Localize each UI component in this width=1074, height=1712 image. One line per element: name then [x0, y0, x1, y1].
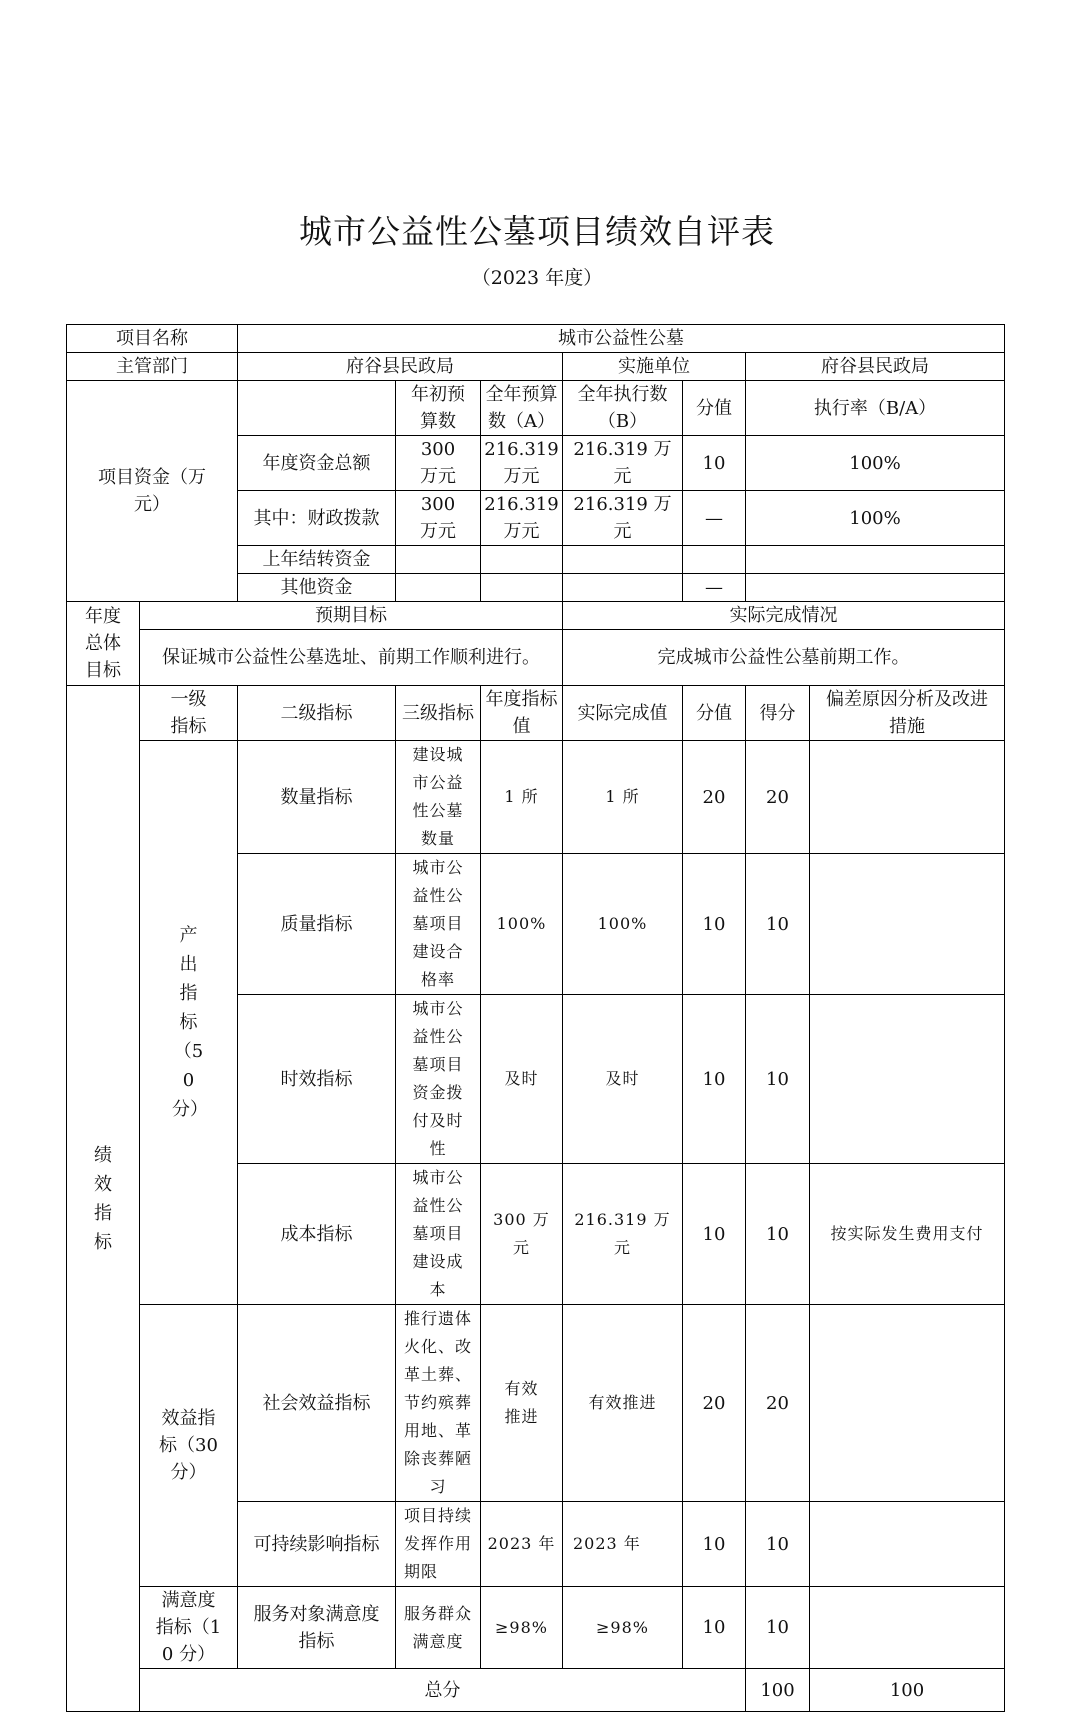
funds-header-row: [67, 381, 1005, 436]
actual-value: 216.319 万元: [563, 1164, 683, 1305]
level3: 城市公益性公墓项目建设成本: [396, 1164, 481, 1305]
funds-row-label: 上年结转资金: [238, 546, 396, 574]
actual-goal-label: 实际完成情况: [563, 602, 1005, 630]
deviation-analysis: [810, 1305, 1005, 1502]
page-title: 城市公益性公墓项目绩效自评表: [299, 212, 775, 251]
funds-row-label: 其中：财政拨款: [238, 491, 396, 546]
header-analysis: 偏差原因分析及改进措施: [810, 686, 1005, 741]
actual-value: 1 所: [563, 741, 683, 854]
level3: 城市公益性公墓项目建设合格率: [396, 854, 481, 995]
target-value: ≥98%: [481, 1587, 563, 1669]
level2: 服务对象满意度指标: [238, 1587, 396, 1669]
level2: 可持续影响指标: [238, 1502, 396, 1587]
level2: 质量指标: [238, 854, 396, 995]
indicators-label: 绩效指标: [67, 686, 140, 1712]
indicator-score: 20: [746, 1305, 810, 1502]
department-row: [67, 353, 1005, 381]
deviation-analysis: 按实际发生费用支付: [810, 1164, 1005, 1305]
funds-exec: 216.319 万元: [563, 491, 683, 546]
project-name-value: 城市公益性公墓: [238, 325, 1005, 353]
header-level1: 一级指标: [140, 686, 238, 741]
header-annual: 全年预算数（A）: [481, 381, 563, 436]
indicator-score: 10: [746, 1502, 810, 1587]
funds-initial: [396, 574, 481, 602]
level3: 服务群众满意度: [396, 1587, 481, 1669]
funds-annual: [481, 574, 563, 602]
goals-label: 年度总体目标: [67, 602, 140, 686]
indicator-score: 20: [746, 741, 810, 854]
header-level3: 三级指标: [396, 686, 481, 741]
dept-value: 府谷县民政局: [238, 353, 563, 381]
header-score: 得分: [746, 686, 810, 741]
header-initial: 年初预算数: [396, 381, 481, 436]
level3: 项目持续发挥作用期限: [396, 1502, 481, 1587]
funds-initial: 300 万元: [396, 436, 481, 491]
funds-initial: 300 万元: [396, 491, 481, 546]
funds-value: 10: [683, 436, 746, 491]
impl-label: 实施单位: [563, 353, 746, 381]
target-value: 及时: [481, 995, 563, 1164]
funds-row-label: 年度资金总额: [238, 436, 396, 491]
indicator-value: 20: [683, 1305, 746, 1502]
target-value: 2023 年: [481, 1502, 563, 1587]
indicator-row: [67, 1305, 1005, 1502]
indicator-score: 10: [746, 854, 810, 995]
level3: 建设城市公益性公墓数量: [396, 741, 481, 854]
actual-value: ≥98%: [563, 1587, 683, 1669]
total-row: [67, 1669, 1005, 1712]
header-rate: 执行率（B/A）: [746, 381, 1005, 436]
funds-exec: [563, 546, 683, 574]
funds-annual: [481, 546, 563, 574]
group-satisfaction: 满意度指标（10 分）: [140, 1587, 238, 1669]
funds-annual: 216.319 万元: [481, 491, 563, 546]
indicator-score: 10: [746, 1587, 810, 1669]
deviation-analysis: [810, 741, 1005, 854]
total-label: 总分: [140, 1669, 746, 1712]
actual-value: 有效推进: [563, 1305, 683, 1502]
funds-label: 项目资金（万元）: [67, 381, 238, 602]
level3: 城市公益性公墓项目资金拨付及时性: [396, 995, 481, 1164]
funds-value: —: [683, 491, 746, 546]
header-value: 分值: [683, 381, 746, 436]
deviation-analysis: [810, 995, 1005, 1164]
header-actual: 实际完成值: [563, 686, 683, 741]
target-value: 1 所: [481, 741, 563, 854]
level2: 成本指标: [238, 1164, 396, 1305]
page-subtitle: （2023 年度）: [471, 267, 603, 289]
funds-rate: 100%: [746, 436, 1005, 491]
indicator-row: [67, 1587, 1005, 1669]
indicator-row: [67, 741, 1005, 854]
funds-exec: 216.319 万元: [563, 436, 683, 491]
funds-value: —: [683, 574, 746, 602]
deviation-analysis: [810, 854, 1005, 995]
self-evaluation-table: [66, 324, 1005, 1712]
header-target: 年度指标值: [481, 686, 563, 741]
impl-value: 府谷县民政局: [746, 353, 1005, 381]
header-value: 分值: [683, 686, 746, 741]
target-value: 有效推进: [481, 1305, 563, 1502]
actual-goal: 完成城市公益性公墓前期工作。: [563, 630, 1005, 686]
indicator-value: 10: [683, 1164, 746, 1305]
indicator-value: 10: [683, 995, 746, 1164]
project-name-label: 项目名称: [67, 325, 238, 353]
group-output: 产出指标（50分）: [140, 741, 238, 1305]
target-value: 300 万元: [481, 1164, 563, 1305]
deviation-analysis: [810, 1587, 1005, 1669]
actual-value: 100%: [563, 854, 683, 995]
indicator-value: 10: [683, 854, 746, 995]
level2: 时效指标: [238, 995, 396, 1164]
level3: 推行遗体火化、改革土葬、节约殡葬用地、革除丧葬陋习: [396, 1305, 481, 1502]
actual-value: 2023 年: [563, 1502, 683, 1587]
total-score: 100: [810, 1669, 1005, 1712]
indicator-header-row: [67, 686, 1005, 741]
level2: 数量指标: [238, 741, 396, 854]
indicator-score: 10: [746, 995, 810, 1164]
level2: 社会效益指标: [238, 1305, 396, 1502]
indicator-score: 10: [746, 1164, 810, 1305]
expected-goal: 保证城市公益性公墓选址、前期工作顺利进行。: [140, 630, 563, 686]
funds-row-label: 其他资金: [238, 574, 396, 602]
deviation-analysis: [810, 1502, 1005, 1587]
funds-rate: [746, 574, 1005, 602]
actual-value: 及时: [563, 995, 683, 1164]
project-name-row: [67, 325, 1005, 353]
indicator-value: 10: [683, 1502, 746, 1587]
header-exec: 全年执行数（B）: [563, 381, 683, 436]
funds-exec: [563, 574, 683, 602]
total-value: 100: [746, 1669, 810, 1712]
expected-goal-label: 预期目标: [140, 602, 563, 630]
group-benefit: 效益指标（30 分）: [140, 1305, 238, 1587]
header-level2: 二级指标: [238, 686, 396, 741]
indicator-value: 10: [683, 1587, 746, 1669]
funds-annual: 216.319 万元: [481, 436, 563, 491]
funds-value: [683, 546, 746, 574]
goals-content-row: [67, 630, 1005, 686]
dept-label: 主管部门: [67, 353, 238, 381]
funds-header-blank: [238, 381, 396, 436]
goals-header-row: [67, 602, 1005, 630]
funds-rate: [746, 546, 1005, 574]
target-value: 100%: [481, 854, 563, 995]
indicator-value: 20: [683, 741, 746, 854]
funds-rate: 100%: [746, 491, 1005, 546]
funds-initial: [396, 546, 481, 574]
